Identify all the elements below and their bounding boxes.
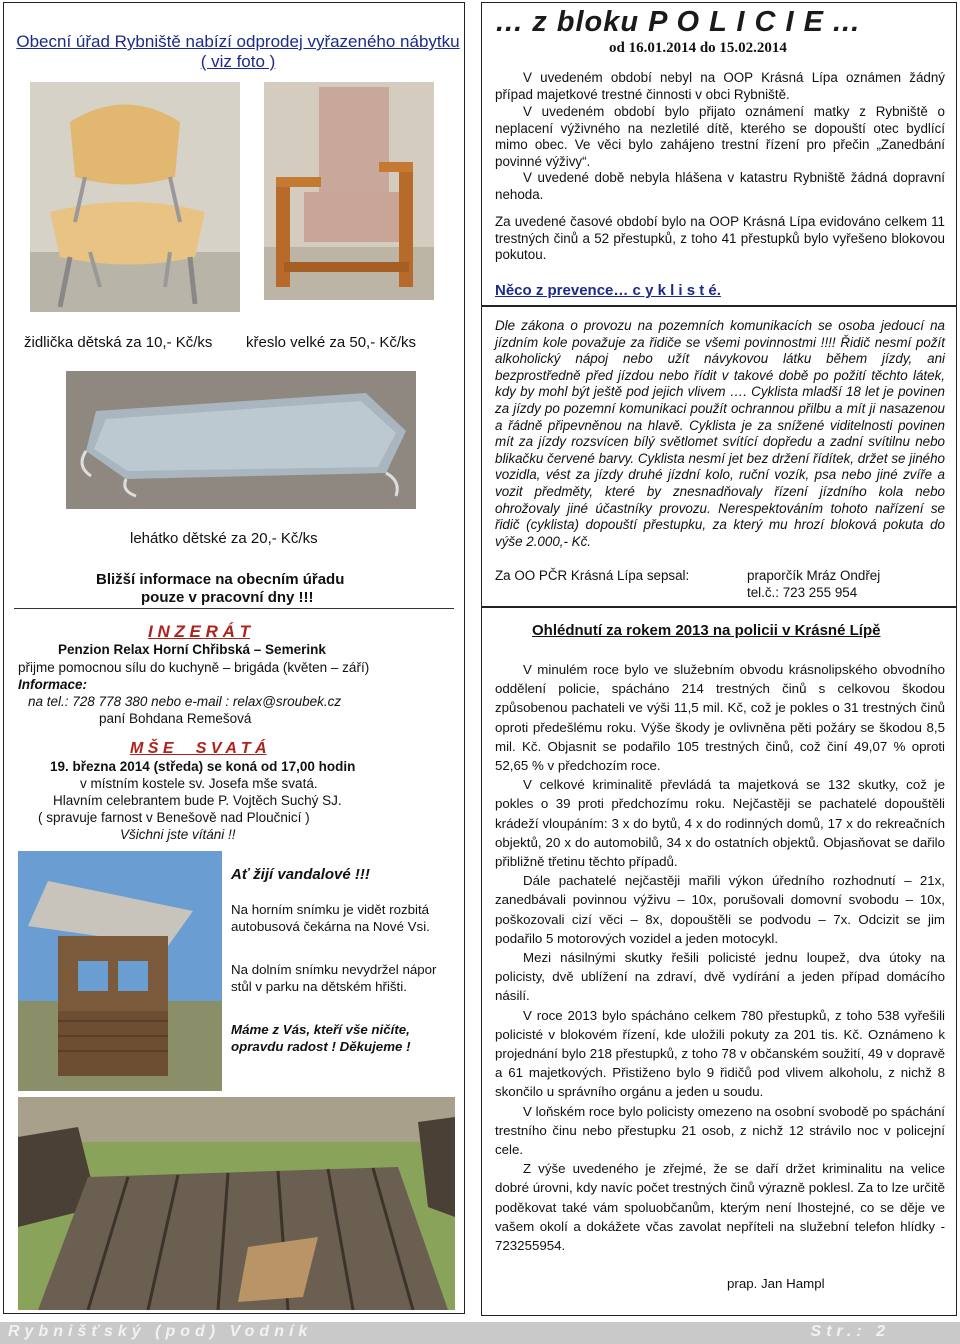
report-body bbox=[495, 660, 945, 1255]
report-paragraph: Dále pachatelé nejčastěji mařili výkon úředního rozhodnutí – 21x, zanedbávali povinnou výživu – 10x, porušovali domovní svobodu – 10x, poškozovali cizí věci – 8x, dopouštěli se podvodu – 7x. Odcizit se jim podařilo 5 motorových vozidel a jeden motocykl. bbox=[495, 873, 945, 946]
report-paragraph: Z výše uvedeného je zřejmé, že se daří držet kriminalitu na velice dobré úrovni, kdy navíc počet trestných činů výrazně poklesl. Za to lze určitě poděkovat také vám spoluobčanům, kterým není lhostejné, co se děje ve vašem okolí a dokážete včas zavolat nepříteli na služební telefon hlídky - 723255954. bbox=[495, 1161, 945, 1254]
page-number: Str.: 2 bbox=[810, 1323, 890, 1340]
footer-title: Rybnišťský (pod) Vodník bbox=[8, 1323, 313, 1340]
police-period: od 16.01.2014 do 15.02.2014 bbox=[609, 40, 787, 56]
inzerat-company: Penzion Relax Horní Chřibská – Semerink bbox=[58, 642, 326, 657]
report-paragraph: V minulém roce bylo ve služebním obvodu krásnolipského obvodního oddělení policie, spácháno 214 trestných činů s celkovou škodou způsobenou pachateli ve výši 11,5 mil. Kč, což je pokles o 31 trestných činů oproti předešlému roku. Výše škody je ovlivněna pěti požáry se škodou 8,5 mil. Kč. Objasnit se podařilo 105 trestných činů, což činí 49,07 % oproti 52,65 % v předchozím roce. bbox=[495, 662, 945, 774]
chair-caption: židlička dětská za 10,- Kč/ks bbox=[24, 334, 213, 351]
signature-name: praporčík Mráz Ondřej bbox=[747, 568, 881, 583]
armchair-caption: křeslo velké za 50,- Kč/ks bbox=[246, 334, 417, 351]
report-heading: Ohlédnutí za rokem 2013 na policii v Krásné Lípě bbox=[532, 622, 881, 639]
inzerat-heading: I N Z E R Á T bbox=[148, 622, 250, 641]
vandal-para-1: Na horním snímku je vidět rozbitá autobusová čekárna na Nové Vsi. bbox=[231, 902, 430, 934]
mass-line-4: ( spravuje farnost v Benešově nad Ploučnicí ) bbox=[38, 810, 310, 825]
police-paragraph-2: V uvedeném období bylo přijato oznámení matky z Rybniště o neplacení výživného na nezletilé dítě, kterého se dopouští otec bydlící mimo obec. Ve věci bylo zahájeno trestní řízení pro přečin „Zanedbání povinné výživy“. bbox=[495, 104, 945, 169]
mass-line-2: v místním kostele sv. Josefa mše svatá. bbox=[80, 776, 318, 791]
furniture-title: Obecní úřad Rybniště nabízí odprodej vyřazeného nábytku ( viz foto ) bbox=[16, 32, 460, 71]
report-paragraph: Mezi násilnými skutky řešili policisté jednu loupež, dva útoky na policisty, dvě ublížení na zdraví, dvě vydírání a jeden případ domácího násilí. bbox=[495, 950, 945, 1004]
police-title: ... z bloku P O L I C I E ... bbox=[496, 6, 861, 38]
report-paragraph: V loňském roce bylo policisty omezeno na osobní svobodě po spáchání trestního činu nebo přestupku 21 osob, z nichž 12 strávilo noc v policejní cele. bbox=[495, 1103, 945, 1158]
police-paragraph-1: V uvedeném období nebyl na OOP Krásná Lípa oznámen žádný případ majetkové trestné činnosti v obci Rybniště. bbox=[495, 70, 945, 102]
right-divider bbox=[481, 606, 957, 608]
chair-photo bbox=[30, 82, 240, 312]
armchair-photo bbox=[264, 82, 434, 300]
footer-bar bbox=[0, 1322, 960, 1344]
mass-line-5: Všichni jste vítáni !! bbox=[120, 827, 236, 842]
info-line-2: pouze v pracovní dny !!! bbox=[141, 589, 314, 606]
mass-line-3: Hlavním celebrantem bude P. Vojtěch Suchý SJ. bbox=[53, 793, 342, 808]
cot-caption: lehátko dětské za 20,- Kč/ks bbox=[130, 530, 318, 547]
signature-left: Za OO PČR Krásná Lípa sepsal: bbox=[495, 568, 690, 583]
vandal-heading: Ať žijí vandalové !!! bbox=[231, 866, 370, 883]
prevention-text: Dle zákona o provozu na pozemních komunikacích se osoba jedoucí na jízdním kole považuje za řidiče se všemi povinnostmi !!!! Řidič nesmí požít alkoholický nápoj nebo užít návykovou látku během jízdy, ani bezprostředně před jízdou nebo řídit v takové době po požití těchto látek, kdy by mohl být ještě pod jejich vlivem …. Cyklista mladší 18 let je povinen za jízdy po pozemní komunikaci použít ochrannou přilbu a mít ji nasazenou a řádně připevněnou na hlavě. Cyklista je za snížené viditelnosti povinen mít za jízdy rozsvícen bílý světlomet svítící dopředu a zadní svítilnu nebo blikačku červené barvy. Cyklista nesmí jet bez držení řídítek, držet se jiného vozidla, vést za jízdy druhé jízdní kolo, ruční vozík, psa nebo jiné zvíře a vozit předměty, které by znesnadňovaly řízení jízdního kola nebo ohrožovaly jiné účastníky provozu. Nerespektováním tohoto nařízení se řidič (cyklista) dopouští přestupku, za který mu hrozí bloková pokuta do výše 2.000,- Kč. bbox=[495, 318, 945, 549]
police-paragraph-4: Za uvedené časové období bylo na OOP Krásná Lípa evidováno celkem 11 trestných činů a 52 přestupků, z toho 41 přestupků bylo vyřešeno blokovou pokutou. bbox=[495, 214, 945, 263]
mass-line-1: 19. března 2014 (středa) se koná od 17,00 hodin bbox=[50, 759, 356, 774]
vandal-para-3: Máme z Vás, kteří vše ničíte, opravdu radost ! Děkujeme ! bbox=[231, 1022, 411, 1054]
inzerat-offer: přijme pomocnou sílu do kuchyně – brigáda (květen – září) bbox=[18, 660, 370, 675]
broken-table-photo bbox=[18, 1097, 455, 1310]
cot-photo bbox=[66, 371, 416, 509]
divider bbox=[14, 608, 454, 609]
report-author: prap. Jan Hampl bbox=[727, 1276, 825, 1291]
report-paragraph: V roce 2013 bylo spácháno celkem 780 přestupků, z toho 538 vyřešili policisté v blokovém řízení, kde uložili pokuty za 201 tis. Kč. Oznámeno k projednání bylo 218 přestupků, z toho 78 v občanském soužití, 49 v dopravě a 61 majetkových. Přistiženo bylo 9 řidičů pod vlivem alkoholu, z nichž 8 skončilo u správního orgánu a jeden u soudu. bbox=[495, 1007, 945, 1100]
vandal-para-2: Na dolním snímku nevydržel nápor stůl v parku na dětském hřišti. bbox=[231, 962, 437, 994]
inzerat-phone: na tel.: 728 778 380 nebo e-mail : relax@sroubek.cz bbox=[28, 694, 342, 709]
mass-heading: M Š E S V A T Á bbox=[130, 740, 267, 757]
inzerat-contact: paní Bohdana Remešová bbox=[99, 711, 252, 726]
bus-shelter-photo bbox=[18, 851, 222, 1091]
signature-tel: tel.č.: 723 255 954 bbox=[747, 585, 858, 600]
police-paragraph-3: V uvedené době nebyla hlášena v katastru Rybniště žádná dopravní nehoda. bbox=[495, 170, 945, 202]
report-paragraph: V celkové kriminalitě převládá ta majetková se 132 skutky, což je pokles o 39 proti předchozímu roku. Nejčastěji se pachatelé dopouštěli krádeží vloupáním: 3 x do bytů, 4 x do rodinných domů, 17 x do rekreačních objektů, 20 x do automobilů, 34 x do ostatních objektů. Objasňovat se dařilo přibližně třetinu těchto případů. bbox=[495, 777, 945, 870]
prevention-heading: Něco z prevence… c y k l i s t é. bbox=[495, 282, 721, 299]
inzerat-info-label: Informace: bbox=[18, 677, 88, 692]
info-line-1: Bližší informace na obecním úřadu bbox=[96, 571, 345, 588]
